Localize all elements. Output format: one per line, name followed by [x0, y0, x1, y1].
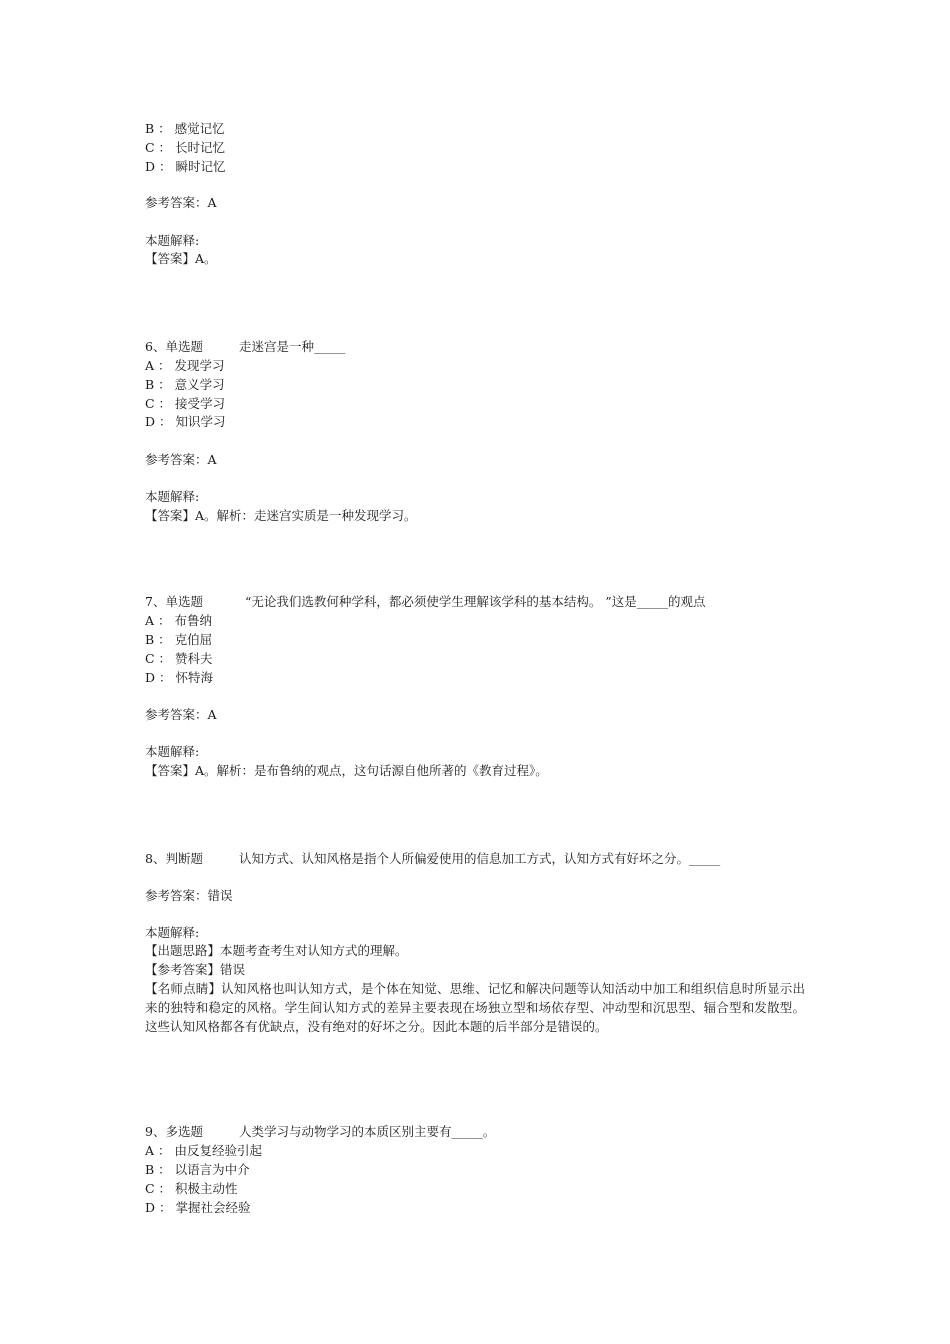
q7-option-d: D ： 怀特海 — [145, 670, 213, 685]
q9-option-a: A ： 由反复经验引起 — [145, 1143, 262, 1158]
q8-header — [145, 849, 720, 868]
q9-stem: 人类学习与动物学习的本质区别主要有_____。 — [239, 1124, 496, 1139]
q7-option-a: A ： 布鲁纳 — [145, 613, 212, 628]
q9-option-d: D ： 掌握社会经验 — [145, 1200, 251, 1215]
q8-answer: 参考答案：错误 — [145, 888, 233, 903]
q7-explain-label: 本题解释: — [145, 744, 200, 759]
q7-header — [145, 592, 706, 611]
q8-number-type: 8、判断题 — [145, 851, 203, 866]
q7-option-c: C ： 赞科夫 — [145, 651, 213, 666]
q6-explain-label: 本题解释: — [145, 489, 200, 504]
q5-explain-label: 本题解释: — [145, 233, 200, 248]
q7-number-type: 7、单选题 — [145, 594, 203, 609]
q9-option-b: B ： 以语言为中介 — [145, 1162, 250, 1177]
q6-option-d: D ： 知识学习 — [145, 414, 226, 429]
q9-option-c: C ： 积极主动性 — [145, 1181, 238, 1196]
q7-explain: 【答案】A。解析：是布鲁纳的观点，这句话源自他所著的《教育过程》。 — [145, 763, 548, 778]
q6-option-c: C ： 接受学习 — [145, 396, 226, 411]
q6-number-type: 6、单选题 — [145, 339, 203, 354]
q5-option-d: D ： 瞬时记忆 — [145, 159, 226, 174]
q6-answer: 参考答案：A — [145, 452, 217, 467]
q8-explain-answer: 【参考答案】错误 — [145, 962, 246, 977]
q9-number-type: 9、多选题 — [145, 1124, 203, 1139]
q5-option-c: C ： 长时记忆 — [145, 140, 226, 155]
q8-explain-idea: 【出题思路】本题考查考生对认知方式的理解。 — [145, 943, 408, 958]
q5-option-b: B ： 感觉记忆 — [145, 121, 225, 136]
q5-answer: 参考答案：A — [145, 195, 217, 210]
q9-header — [145, 1122, 495, 1141]
q6-header — [145, 337, 345, 356]
q7-answer: 参考答案：A — [145, 707, 217, 722]
q8-explain-label: 本题解释: — [145, 925, 200, 940]
q8-explain-notes: 【名师点睛】认知风格也叫认知方式，是个体在知觉、思维、记忆和解决问题等认知活动中加工和组织信息时所显示出来的独特和稳定的风格。学生间认知方式的差异主要表现在场独立型和场依存型、冲动型和沉思型、辐合型和发散型。这些认知风格都各有优缺点，没有绝对的好坏之分。因此本题的后半部分是错误的。 — [145, 981, 805, 1034]
q5-explain: 【答案】A。 — [145, 251, 217, 266]
q7-option-b: B ： 克伯屈 — [145, 632, 213, 647]
q6-explain: 【答案】A。解析：走迷宫实质是一种发现学习。 — [145, 508, 417, 523]
q6-option-a: A ： 发现学习 — [145, 358, 225, 373]
q6-stem: 走迷宫是一种_____ — [239, 339, 346, 354]
q7-stem: “无论我们选教何种学科，都必须使学生理解该学科的基本结构。 ”这是_____的观点 — [245, 594, 706, 609]
q8-stem: 认知方式、认知风格是指个人所偏爱使用的信息加工方式，认知方式有好坏之分。_____ — [239, 851, 721, 866]
q6-option-b: B ： 意义学习 — [145, 377, 225, 392]
